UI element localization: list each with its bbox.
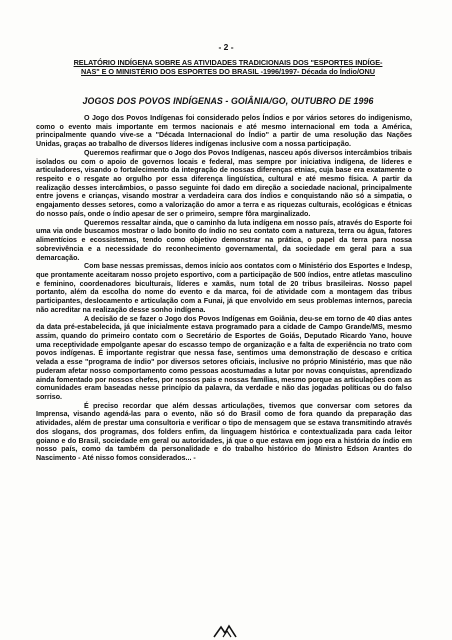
section-title: JOGOS DOS POVOS INDÍGENAS - GOIÂNIA/GO, OUTUBRO DE 1996 [82, 96, 374, 106]
body-text [36, 114, 412, 463]
header-line-2: NAS" E O MINISTÉRIO DOS ESPORTES DO BRASIL -1996/1997- Década do Índio/ONU [81, 67, 375, 77]
page-number: - 2 - [218, 42, 234, 52]
paragraph-5: A decisão de se fazer o Jogo dos Povos Indígenas em Goiânia, deu-se em torno de 40 dias antes da data pré-estabelecida, já que inicialmente estava programado para a cidade de Campo Grande/MS, mesmo assim, quando do primeiro contato com o Secretário de Esportes de Goiás, Deputado Ricardo Yano, houve uma receptividade empolgante apesar do escasso tempo de organização e a falta de experiência no trato com povos indígenas. É importante registrar que nessa fase, sentimos uma demonstração de descaso e crítica velada a esse "programa de índio" por diversos setores oficiais, inclusive no próprio Ministério, mas que não puderam afetar nosso comportamento como pessoas acostumadas a lutar por novas conquistas, aprendizado ainda fomentado por nossos chefes, por nossos pais e nossas famílias, mesmo porque as articulações com as comunidades eram baseadas nesse princípio da palavra, da verdade e não das jogadas políticas ou do falso sorriso. [36, 314, 412, 401]
header-line-1: RELATÓRIO INDÍGENA SOBRE AS ATIVIDADES TRADICIONAIS DOS "ESPORTES INDÍGE- [73, 58, 383, 67]
document-header [48, 58, 408, 77]
paragraph-2: Queremos reafirmar que o Jogo dos Povos Indígenas, nasceu após diversos intercâmbios tribais isolados ou com o apoio de governos locais e federal, mas sempre por iniciativa indígena, de líderes e articuladores, visando o fortalecimento da integração de nossas diferenças etnias, cuja base era exatamente o respeito e o resgate ao orgulho por essa diferença lingüística, cultural e até mesmo física. A partir da realização desses intercâmbios, o passo seguinte foi dado em direção a sociedade nacional, principalmente entre jovens e crianças, visando mostrar a verdadeira cara dos índios e conquistando não só a simpatia, o engajamento desses setores, como a valorização do amor a terra e as riquezas culturais, ecológicas e étnicas do nosso país, onde o índio apesar de ser o primeiro, sempre fôra marginalizado. [36, 148, 412, 218]
paragraph-4: Com base nessas premissas, demos início aos contatos com o Ministério dos Esportes e Indesp, que prontamente aceitaram nosso projeto esportivo, com a participação de 500 índios, entre atletas masculino e feminino, coordenadores biculturais, líderes e xamãs, num total de 20 tribus brasileiras. Nosso papel portanto, além da escolha do nome do evento e da marca, foi de atividade com a montagem das tribus participantes, deslocamento e articulação com a Funai, já que envolvido em seus problemas internos, parecia não acreditar na realização desse sonho indígena. [36, 262, 412, 314]
paragraph-6: É preciso recordar que além dessas articulações, tivemos que conversar com setores da Imprensa, visando agendá-las para o evento, não só do Brasil como de fora quando da preparação das atividades, além de prestar uma consultoria e verificar o tipo de mensagem que se estava transmitindo através dos slogans, dos programas, dos folders enfim, da linguagem histórica e contextualizada para cada leitor goiano e do Brasil, sociedade em geral ou autoridades, já que o que estava em jogo era a história do índio em nosso país, como da também da personalidade e do trabalho histórico do Ministro Edson Arantes do Nascimento - Até nisso fomos considerados... - [36, 401, 412, 463]
paragraph-1: O Jogo dos Povos Indígenas foi considerado pelos Índios e por vários setores do indigenismo, como o evento mais importante em termos nacionais e até mesmo internacional em toda a América, principalmente quando vive-se a "Década Internacional do Índio" a partir de uma resolução das Nações Unidas, graças ao trabalho de diversos líderes indígenas inclusive com a nossa participação. [36, 114, 412, 149]
paragraph-3: Queremos ressaltar ainda, que o caminho da luta indígena em nosso país, através do Esporte foi uma via onde buscamos mostrar o lado bonito do índio no seu contato com a natureza, terra ou água, fatores alimentícios e ecossistemas, tendo como objetivo demonstrar na prática, o papel da terra para nossa sobrevivência e a necessidade do reconhecimento governamental, da sociedade em geral para a sua demarcação. [36, 218, 412, 262]
mountain-logo-icon [212, 624, 242, 638]
